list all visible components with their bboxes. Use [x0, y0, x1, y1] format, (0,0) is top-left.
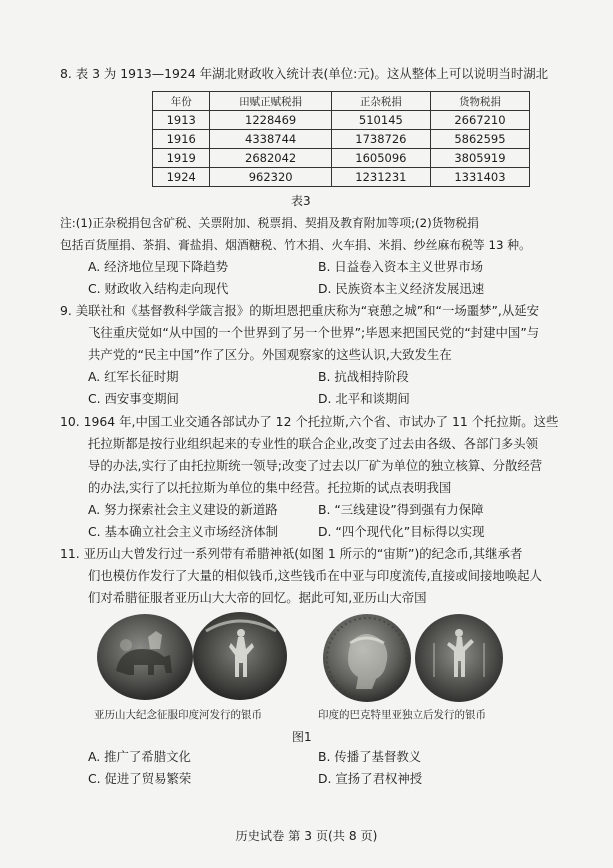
- table-cell: 1919: [153, 149, 210, 168]
- table-header: 正杂税捐: [331, 92, 430, 111]
- table-row: [153, 130, 530, 149]
- q10-option-b: B. “三线建设”得到强有力保障: [318, 502, 484, 517]
- q10-stem-4: 的办法,实行了以托拉斯为单位的集中经营。托拉斯的试点表明我国: [88, 480, 452, 495]
- figure-caption: 图1: [292, 730, 312, 744]
- coin-caption-left: 亚历山大纪念征服印度河发行的银币: [94, 709, 262, 721]
- q8-option-a: A. 经济地位呈现下降趋势: [88, 259, 229, 274]
- table-3: [152, 91, 530, 187]
- coin-warrior-reverse-image: [192, 611, 288, 701]
- q9-option-a: A. 红军长征时期: [88, 369, 179, 384]
- table-row: [153, 168, 530, 187]
- q11-option-c: C. 促进了贸易繁荣: [88, 771, 192, 786]
- q9-option-b: B. 抗战相持阶段: [318, 369, 409, 384]
- q10-stem-2: 托拉斯都是按行业组织起来的专业性的联合企业,改变了过去由各级、各部门多头领: [88, 436, 539, 451]
- coin-caption-right: 印度的巴克特里亚独立后发行的银币: [318, 709, 486, 721]
- q8-stem: 8. 表 3 为 1913—1924 年湖北财政收入统计表(单位:元)。这从整体上可以说明当时湖北: [60, 66, 549, 81]
- q9-option-c: C. 西安事变期间: [88, 391, 179, 406]
- q8-option-c: C. 财政收入结构走向现代: [88, 281, 229, 296]
- table-cell: 1913: [153, 111, 210, 130]
- table-header-row: [153, 92, 530, 111]
- table-cell: 2667210: [430, 111, 529, 130]
- coin-zeus-image: [414, 613, 504, 703]
- table-row: [153, 149, 530, 168]
- q10-option-d: D. “四个现代化”目标得以实现: [318, 524, 485, 539]
- q8-note-2: 包括百货厘捐、茶捐、膏盐捐、烟酒糖税、竹木捐、火车捐、米捐、纱丝麻布税等 13 种。: [60, 238, 531, 252]
- q11-stem-1: 11. 亚历山大曾发行过一系列带有希腊神祇(如图 1 所示的“宙斯”)的纪念币,其继承者: [60, 546, 523, 561]
- q11-option-b: B. 传播了基督教义: [318, 749, 422, 764]
- coin-king-portrait-image: [322, 613, 412, 703]
- q9-option-d: D. 北平和谈期间: [318, 391, 410, 406]
- q10-option-a: A. 努力探索社会主义建设的新道路: [88, 502, 278, 517]
- q11-option-d: D. 宣扬了君权神授: [318, 771, 423, 786]
- table-cell: 1331403: [430, 168, 529, 187]
- table-cell: 962320: [210, 168, 331, 187]
- table-cell: 1916: [153, 130, 210, 149]
- q11-stem-2: 们也模仿作发行了大量的相似钱币,这些钱币在中亚与印度流传,直接或间接地唤起人: [88, 568, 542, 583]
- q9-stem-3: 共产党的“民主中国”作了区分。外国观察家的这些认识,大致发生在: [88, 347, 452, 362]
- table-header: 田赋正赋税捐: [210, 92, 331, 111]
- table-header: 货物税捐: [430, 92, 529, 111]
- page-footer: 历史试卷 第 3 页(共 8 页): [235, 829, 378, 843]
- table-caption: 表3: [291, 194, 311, 208]
- coin-elephant-obverse-image: [96, 613, 194, 701]
- table-cell: 4338744: [210, 130, 331, 149]
- q11-option-a: A. 推广了希腊文化: [88, 749, 191, 764]
- table-cell: 2682042: [210, 149, 331, 168]
- q10-option-c: C. 基本确立社会主义市场经济体制: [88, 524, 278, 539]
- q10-stem-3: 导的办法,实行了由托拉斯统一领导;改变了过去以厂矿为单位的独立核算、分散经营: [88, 458, 543, 473]
- table-cell: 5862595: [430, 130, 529, 149]
- q9-stem-2: 飞往重庆觉如“从中国的一个世界到了另一个世界”;毕恩来把国民党的“封建中国”与: [88, 325, 540, 340]
- q9-stem-1: 9. 美联社和《基督教科学箴言报》的斯坦恩把重庆称为“衰憩之城”和“一场噩梦”,从延安: [60, 303, 540, 318]
- q8-option-d: D. 民族资本主义经济发展迅速: [318, 281, 485, 296]
- q8-option-b: B. 日益卷入资本主义世界市场: [318, 259, 484, 274]
- table-cell: 1228469: [210, 111, 331, 130]
- q10-stem-1: 10. 1964 年,中国工业交通各部试办了 12 个托拉斯,六个省、市试办了 11 个托拉斯。这些: [60, 414, 559, 429]
- table-cell: 3805919: [430, 149, 529, 168]
- table-cell: 510145: [331, 111, 430, 130]
- table-cell: 1924: [153, 168, 210, 187]
- table-cell: 1605096: [331, 149, 430, 168]
- table-header: 年份: [153, 92, 210, 111]
- table-cell: 1231231: [331, 168, 430, 187]
- table-row: [153, 111, 530, 130]
- table-cell: 1738726: [331, 130, 430, 149]
- q11-stem-3: 们对希腊征服者亚历山大大帝的回忆。据此可知,亚历山大帝国: [88, 590, 427, 605]
- q8-note-1: 注:(1)正杂税捐包含矿税、关票附加、税票捐、契捐及教育附加等项;(2)货物税捐: [60, 216, 479, 230]
